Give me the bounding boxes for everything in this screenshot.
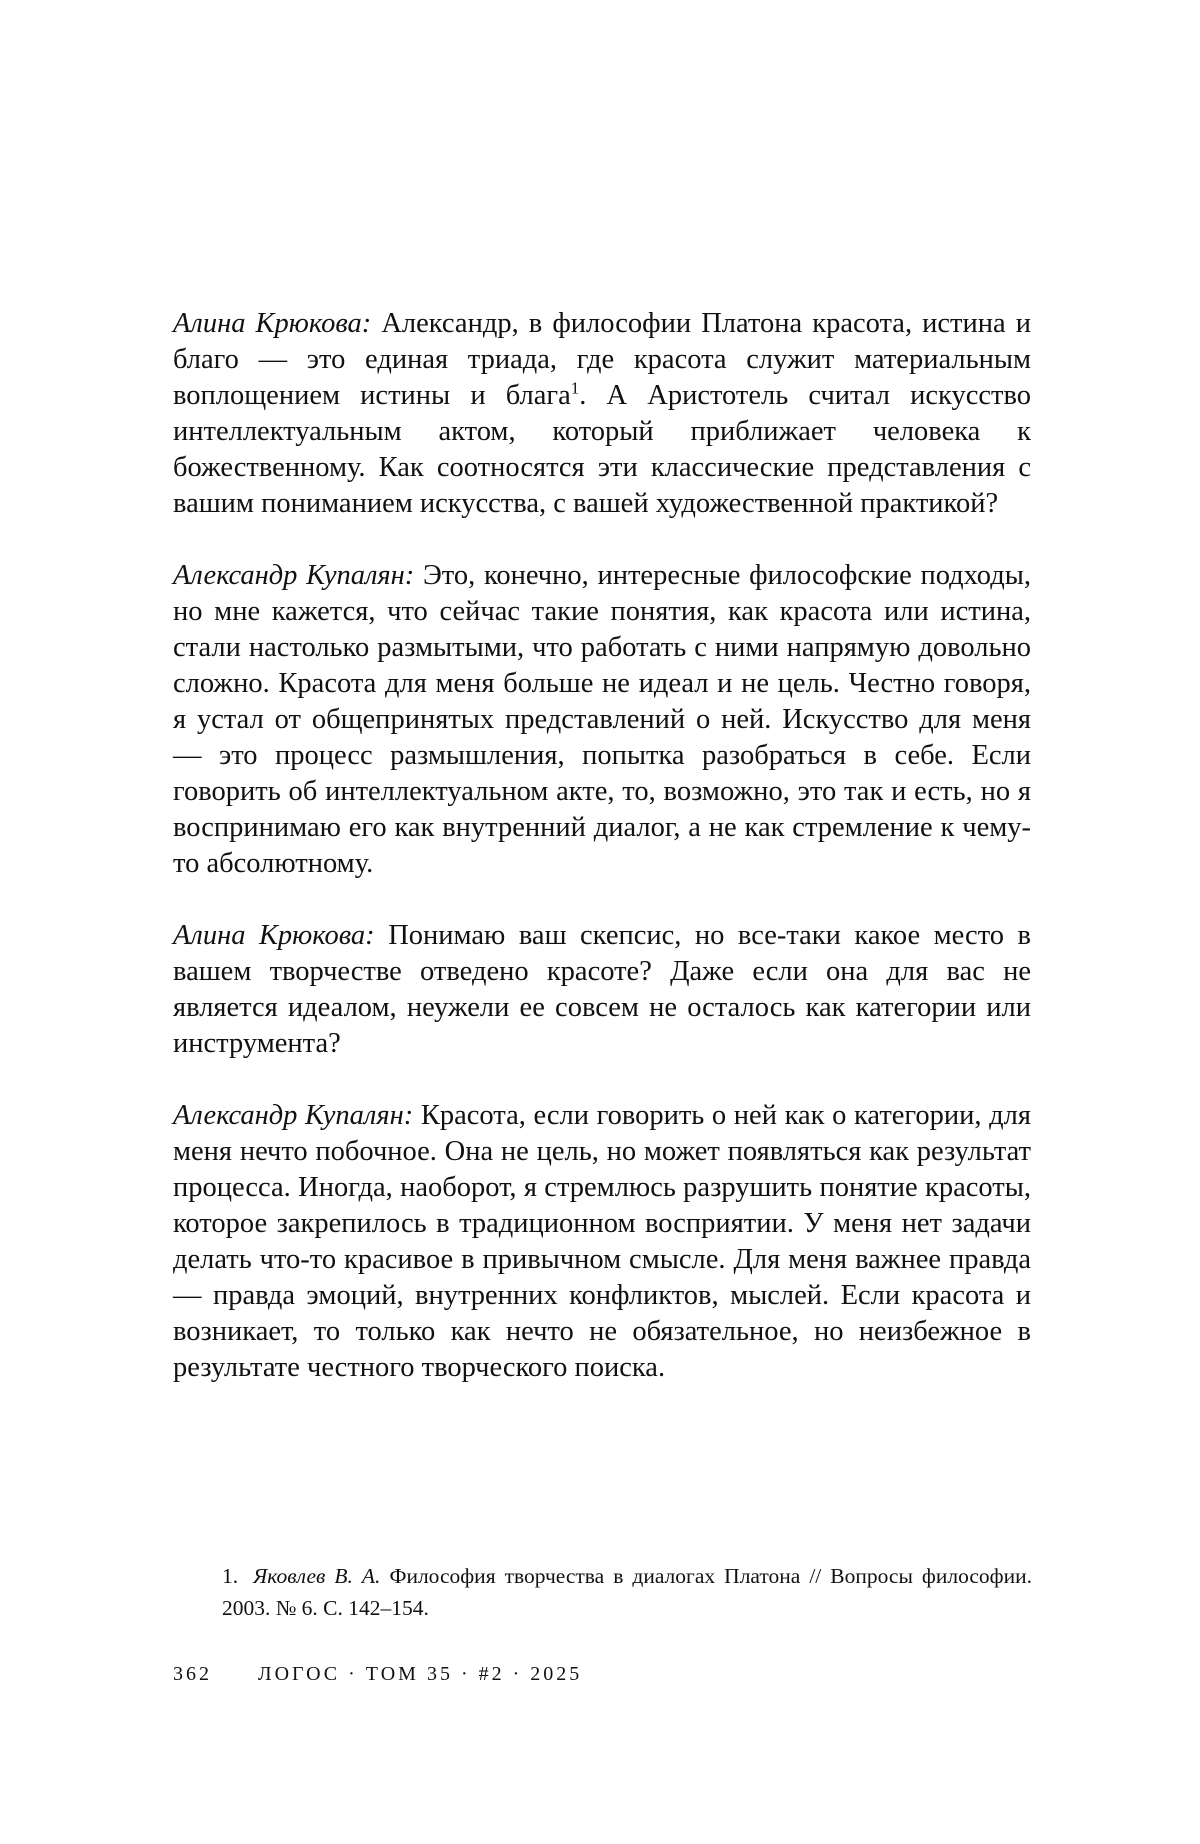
paragraph-text: Красота, если говорить о ней как о категории, для меня нечто побочное. Она не цель, но может появляться как результат процесса. Иногда, наоборот, я стремлюсь разрушить понятие красоты, которое закрепилось в традиционном восприятии. У меня нет задачи делать что-то красивое в привычном смысле. Для меня важнее правда — правда эмоций, внутренних конфликтов, мыслей. Если красота и возникает, то только как нечто не обязательное, но неизбежное в результате честного творческого поиска. (173, 1100, 1031, 1383)
footnote-reference[interactable]: 1 (570, 378, 580, 398)
paragraph-2 (173, 558, 1031, 882)
footnotes (222, 1560, 1032, 1624)
paragraph-text: Это, конечно, интересные философские подходы, но мне кажется, что сейчас такие понятия, как красота или истина, стали настолько размытыми, что работать с ними напрямую довольно сложно. Красота для меня больше не идеал и не цель. Честно говоря, я устал от общепринятых представлений о ней. Искусство для меня — это процесс размышления, попытка разобраться в себе. Если говорить об интеллектуальном акте, то, возможно, это так и есть, но я воспринимаю его как внутренний диалог, а не как стремление к чему-то абсолютному. (173, 560, 1031, 879)
paragraph-4 (173, 1098, 1031, 1386)
footnote-number: 1. (222, 1564, 239, 1588)
journal-title: ЛОГОС · ТОМ 35 · #2 · 2025 (258, 1663, 583, 1685)
paragraph-text: Понимаю ваш скепсис, но все-таки какое место в вашем творчестве отведено красоте? Даже если она для вас не является идеалом, неужели ее совсем не осталось как категории или инструмента? (173, 920, 1031, 1059)
interview-text (173, 306, 1031, 1422)
speaker-name: Александр Купалян: (173, 1100, 414, 1131)
footnote-text: Философия творчества в диалогах Платона // Вопросы философии. 2003. № 6. С. 142–154. (222, 1564, 1032, 1620)
paragraph-text: Александр, в философии Платона красота, истина и благо — это единая триада, где красота служит материальным воплощением истины и блага (173, 308, 1031, 411)
page-number: 362 (173, 1663, 212, 1685)
footnote-1 (222, 1560, 1032, 1624)
speaker-name: Александр Купалян: (173, 560, 415, 591)
paragraph-text-continued: . А Аристотель считал искусство интеллектуальным актом, который приближает человека к божественному. Как соотносятся эти классические представления с вашим пониманием искусства, с вашей художественной практикой? (173, 380, 1031, 519)
paragraph-3 (173, 918, 1031, 1062)
speaker-name: Алина Крюкова: (173, 920, 375, 951)
speaker-name: Алина Крюкова: (173, 308, 372, 339)
footnote-author: Яковлев В. А. (253, 1564, 381, 1588)
paragraph-1 (173, 306, 1031, 522)
page-footer (173, 1663, 582, 1686)
